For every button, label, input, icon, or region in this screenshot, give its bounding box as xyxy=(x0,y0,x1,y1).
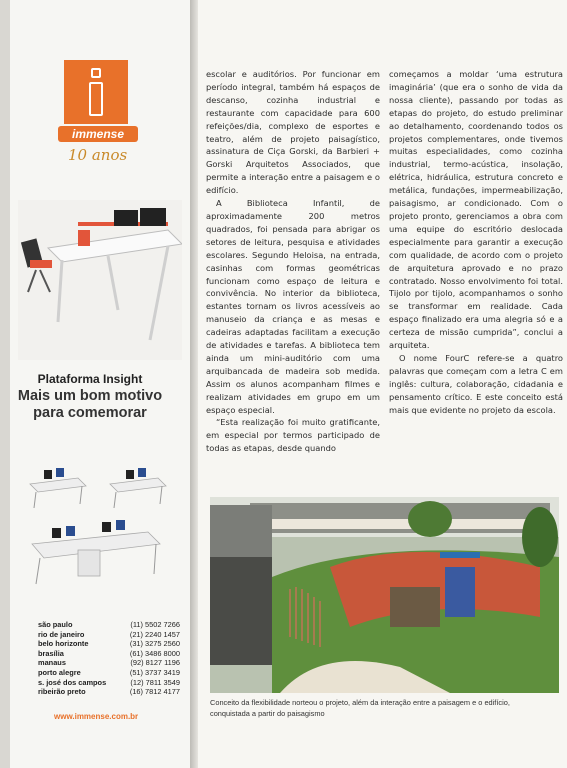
paragraph: escolar e auditórios. Por funcionar em período integral, também há espaços de descanso, cozinha industrial e restaurante com capacidade para 600 refeições/dia, complexo de esportes e teatro, além de projeto paisagístico, assinatura de Ciça Gorski, da Barbieri + Gorski Arquitetos Associados, que permite a interação entre a paisagem e o edifício. xyxy=(206,69,380,196)
workstation-illustrations xyxy=(18,458,178,598)
office-city: rio de janeiro xyxy=(38,629,85,639)
office-city: brasília xyxy=(38,648,64,658)
article-column-1 xyxy=(206,68,380,455)
office-phone: (11) 5502 7266 xyxy=(130,620,180,629)
desk-illustration-2 xyxy=(110,468,166,508)
paragraph: O nome FourC refere-se a quatro palavras que começam com a letra C em inglês: cultura, colaboração, cidadania e pensamento crítico. E este conceito está mais que evidente no projeto da escola. xyxy=(389,352,563,415)
product-tagline: Plataforma Insight xyxy=(37,372,143,386)
office-city: manaus xyxy=(38,658,66,668)
office-city: ribeirão preto xyxy=(38,687,86,697)
office-phone: (92) 8127 1196 xyxy=(130,658,180,668)
logo-i-dot-shape xyxy=(91,68,101,78)
ad-headline xyxy=(10,388,170,422)
office-row xyxy=(38,668,180,678)
page-gutter xyxy=(190,0,198,768)
office-city: são paulo xyxy=(38,620,73,629)
brand-name: immense xyxy=(58,126,138,142)
office-row xyxy=(38,630,180,640)
office-row xyxy=(38,639,180,649)
office-row xyxy=(38,658,180,668)
office-desk-image xyxy=(18,200,182,360)
anniversary-mark: 10 anos xyxy=(68,146,128,164)
office-phone: (21) 2240 1457 xyxy=(129,629,180,639)
headline-line-1: Mais um bom motivo xyxy=(17,388,163,404)
office-row xyxy=(38,620,180,630)
office-phone: (31) 3275 2560 xyxy=(129,639,180,649)
paragraph: A Biblioteca Infantil, de aproximadamente 200 metros quadrados, foi pensada para abrigar os setores de leitura, pesquisa e atividades escolares. Segundo Heloisa, na entrada, casinhas com formas geométricas funcionam como espaço de leitura e convivência. No interior da biblioteca, estantes tornam os livros acessíveis ao manuseio da criança e as mesas e cadeiras adaptadas facilitam a execução de atividades e tarefas. A biblioteca tem ainda um mini-auditório com uma arquibancada de madeira sob medida. Assim os alunos acompanham filmes e realizam atividades em grupo em um espaço especial. xyxy=(206,198,380,415)
office-phone: (16) 7812 4177 xyxy=(129,687,180,697)
office-row xyxy=(38,649,180,659)
office-list xyxy=(38,620,180,697)
logo-i-stem-shape xyxy=(89,82,103,116)
article-column-2 xyxy=(389,68,563,416)
office-row xyxy=(38,678,180,688)
paragraph: “Esta realização foi muito gratificante, em especial por termos participado de todas as etapas, desde quando xyxy=(206,417,380,454)
office-city: s. josé dos campos xyxy=(38,677,107,687)
office-row xyxy=(38,687,180,697)
office-phone: (61) 3486 8000 xyxy=(129,648,180,658)
paragraph: começamos a moldar ‘uma estrutura imaginária’ (que era o sonho de vida da nossa cliente), passando por todas as etapas do projeto, do estudo preliminar ao detalhamento, coordenando todos os projetos complementares, onde tivemos muitas especialidades, como cozinha industrial, termo-acústica, insolação, elétrica, hidráulica, estrutura concreto e metálica, fundações, impermeabilização, paisagismo, ar condicionado. Com o projeto pronto, gerenciamos a obra com uma equipe do escritório deslocada especialmente para garantir a execução com qualidade, de acordo com o projeto de arquitetura aprovado e no prazo contratado. Nosso envolvimento foi total. Tijolo por tijolo, acompanhamos o sonho se transformar em realidade. Cada espaço finalizado era uma alegria só e a certeza de missão cumprida”, conclui a arquiteta. xyxy=(389,69,563,351)
desk-illustration-3 xyxy=(32,520,160,584)
desk-illustration-1 xyxy=(30,468,86,508)
office-phone: (12) 7811 3549 xyxy=(130,677,180,687)
office-phone: (51) 3737 3419 xyxy=(129,667,180,677)
website-link[interactable]: www.immense.com.br xyxy=(54,712,139,721)
school-courtyard-photo xyxy=(210,497,559,693)
photo-caption: Conceito da flexibilidade norteou o projeto, além da interação entre a paisagem e o edifício, conquistada a partir do paisagismo xyxy=(210,698,510,718)
immense-logo xyxy=(64,60,128,124)
headline-line-2: para comemorar xyxy=(33,405,147,421)
office-city: belo horizonte xyxy=(38,639,89,649)
office-city: porto alegre xyxy=(38,667,81,677)
